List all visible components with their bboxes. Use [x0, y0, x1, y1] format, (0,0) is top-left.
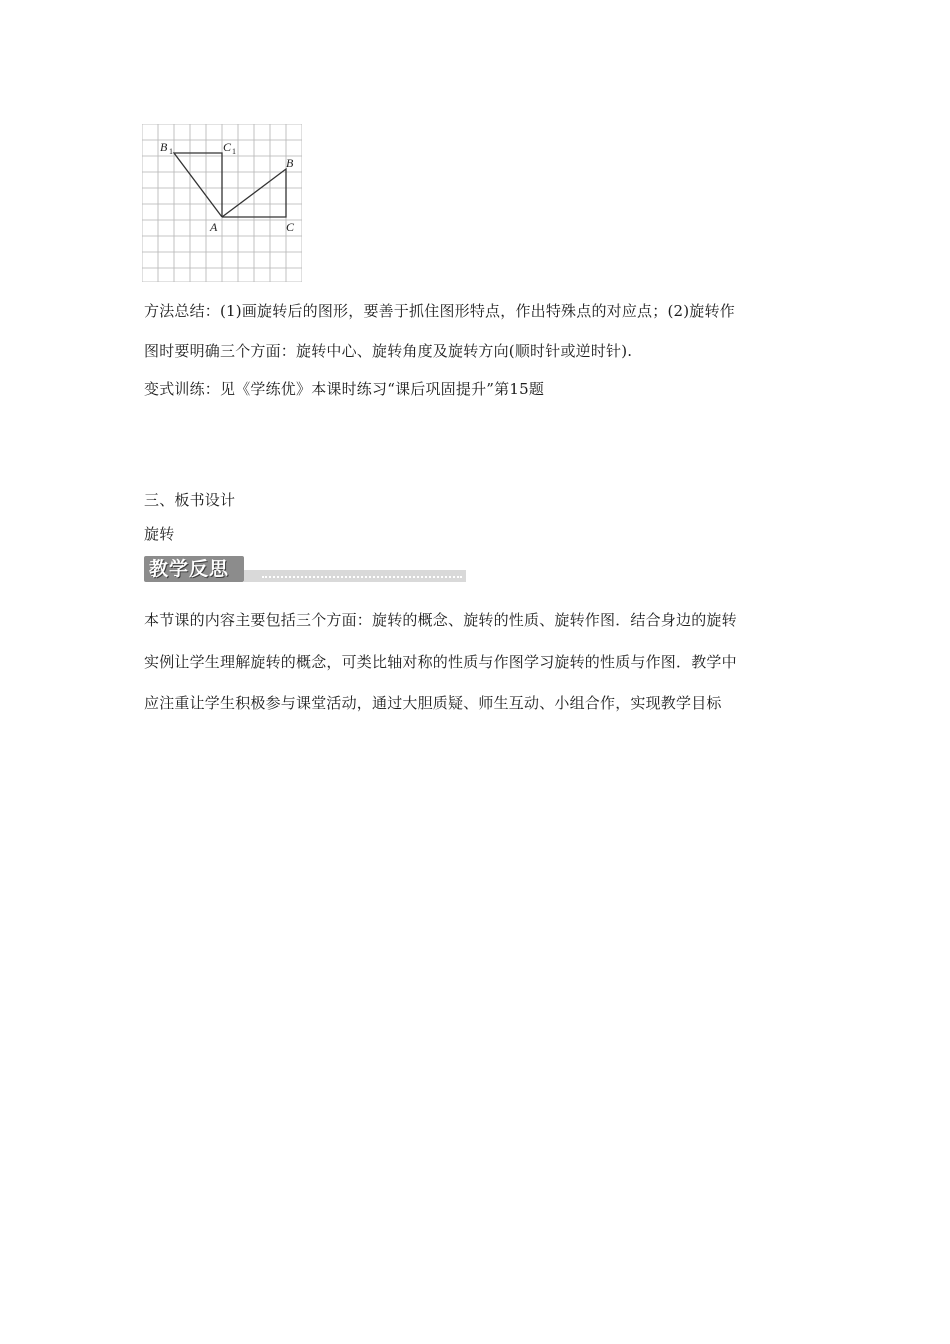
rotated-triangle-ab1c1 — [174, 153, 222, 217]
point-b-label: B — [286, 156, 294, 170]
reflection-line-2: 实例让学生理解旋转的概念，可类比轴对称的性质与作图学习旋转的性质与作图．教学中 — [144, 653, 737, 671]
method-summary-line-1: 方法总结：(1)画旋转后的图形，要善于抓住图形特点，作出特殊点的对应点；(2)旋转作 — [144, 302, 735, 320]
point-c1-label: C — [223, 140, 232, 154]
point-b1-subscript: 1 — [169, 147, 173, 156]
board-design-content: 旋转 — [144, 525, 175, 543]
reflection-line-3: 应注重让学生积极参与课堂活动，通过大胆质疑、师生互动、小组合作，实现教学目标 — [144, 694, 722, 712]
point-c-label: C — [286, 220, 295, 234]
teaching-reflection-banner — [144, 556, 466, 582]
teaching-reflection-title: 教学反思 — [149, 558, 230, 580]
board-design-heading: 三、板书设计 — [144, 491, 236, 509]
grid-svg — [142, 124, 302, 282]
point-c1-subscript: 1 — [232, 147, 236, 156]
variant-training: 变式训练：见《学练优》本课时练习“课后巩固提升”第15题 — [144, 380, 545, 398]
rotation-grid-figure — [142, 124, 302, 282]
point-b1-label: B — [160, 140, 168, 154]
point-a-label: A — [210, 220, 218, 234]
banner-dots — [262, 576, 462, 578]
banner-title-box — [144, 556, 244, 582]
method-summary-line-2: 图时要明确三个方面：旋转中心、旋转角度及旋转方向(顺时针或逆时针). — [144, 342, 633, 360]
reflection-line-1: 本节课的内容主要包括三个方面：旋转的概念、旋转的性质、旋转作图．结合身边的旋转 — [144, 611, 737, 629]
